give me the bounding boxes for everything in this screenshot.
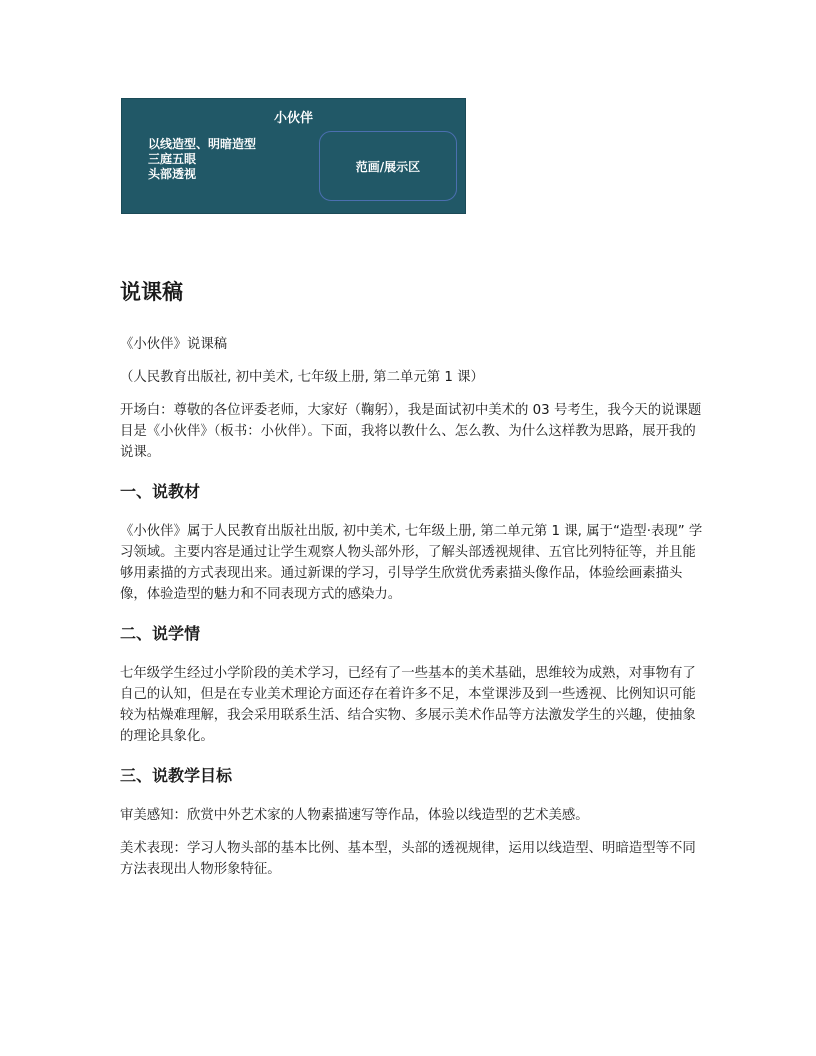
opening-paragraph: 开场白：尊敬的各位评委老师，大家好（鞠躬），我是面试初中美术的 03 号考生，我今天的说课题目是《小伙伴》（板书：小伙伴）。下面，我将以教什么、怎么教、为什么这样教为思路，展开我的说课。 <box>120 403 702 460</box>
board-title: 小伙伴 <box>273 111 313 126</box>
section-paragraph: 美术表现：学习人物头部的基本比例、基本型，头部的透视规律，运用以线造型、明暗造型等不同方法表现出人物形象特征。 <box>120 841 696 877</box>
document-body <box>120 276 706 892</box>
board-point: 以线造型、明暗造型 <box>148 137 257 151</box>
section-paragraph: 七年级学生经过小学阶段的美术学习，已经有了一些基本的美术基础，思维较为成熟，对事物有了自己的认知，但是在专业美术理论方面还存在着许多不足，本堂课涉及到一些透视、比例知识可能较为枯燥难理解，我会采用联系生活、结合实物、多展示美术作品等方法激发学生的兴趣，使抽象的理论具象化。 <box>120 666 696 744</box>
document-title: 说课稿 <box>120 280 183 304</box>
board-point: 三庭五眼 <box>148 152 197 166</box>
document-source: （人民教育出版社, 初中美术, 七年级上册, 第二单元第 1 课） <box>120 370 484 385</box>
section-paragraph: 《小伙伴》属于人民教育出版社出版, 初中美术, 七年级上册, 第二单元第 1 课, 属于“造型·表现” 学习领域。主要内容是通过让学生观察人物头部外形，了解头部透视规律、五官比列特征等，并且能够用素描的方式表现出来。通过新课的学习，引导学生欣赏优秀素描头像作品，体验绘画素描头像，体验造型的魅力和不同表现方式的感染力。 <box>120 524 703 602</box>
board-key-points <box>148 137 256 182</box>
board-point: 头部透视 <box>148 167 197 181</box>
blackboard-design <box>121 98 466 214</box>
section-heading-textbook: 一、说教材 <box>120 482 201 501</box>
section-heading-students: 二、说学情 <box>120 624 201 643</box>
display-area-label: 范画/展示区 <box>355 159 421 174</box>
section-paragraph: 审美感知：欣赏中外艺术家的人物素描速写等作品，体验以线造型的艺术美感。 <box>120 808 589 823</box>
document-subtitle: 《小伙伴》说课稿 <box>120 337 228 352</box>
section-heading-objectives: 三、说教学目标 <box>120 766 233 785</box>
display-area-box <box>319 131 457 201</box>
